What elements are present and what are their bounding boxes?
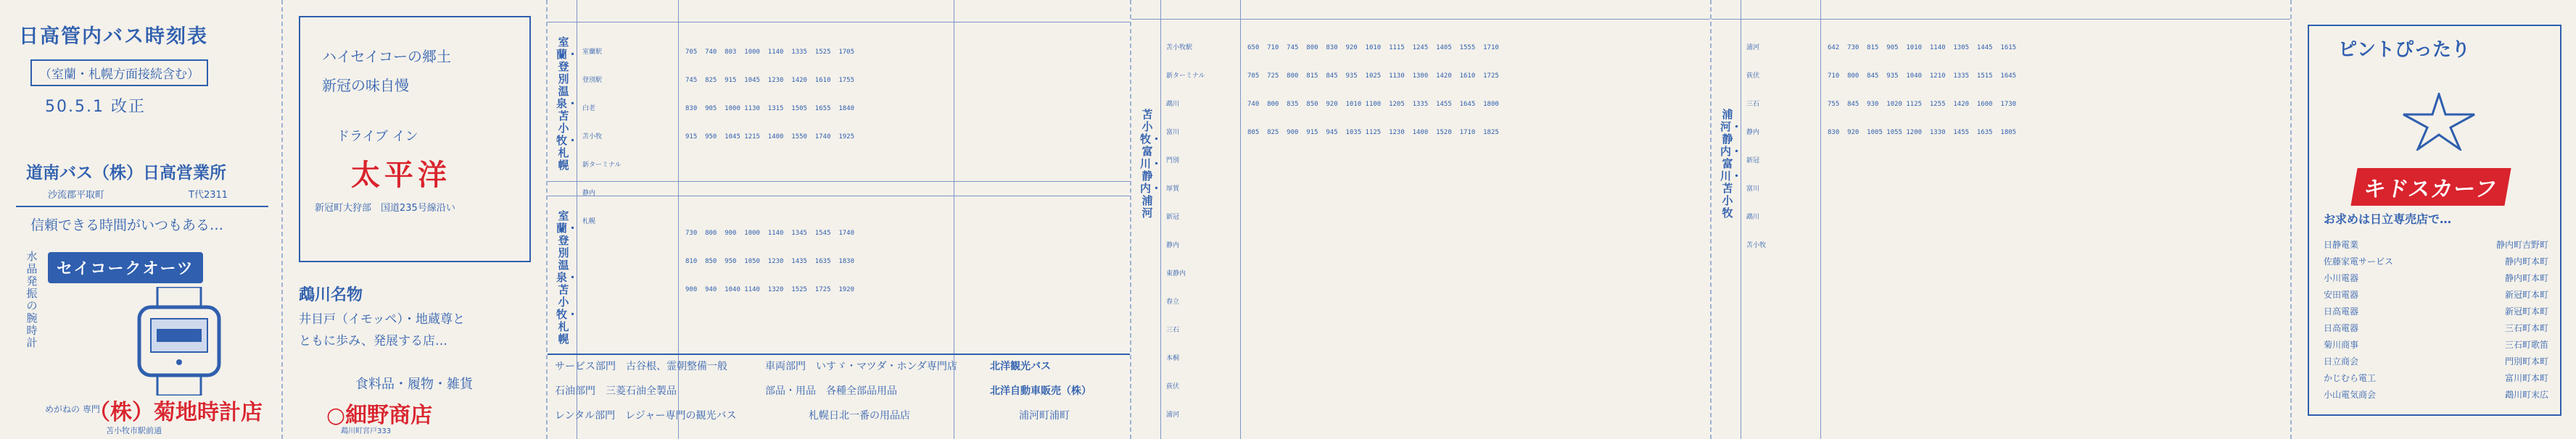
- local-specialty-title: 鵡川名物: [299, 286, 363, 304]
- specialty-text-1: 井目戸（イモッペ）・地蔵尊と: [299, 312, 465, 327]
- footer-item: 北洋観光バス: [990, 361, 1051, 372]
- station: 新ターミナル: [582, 162, 622, 169]
- station: 静内: [1746, 129, 1760, 136]
- watch-ad: [16, 206, 268, 435]
- footer-item: 部品・用品 各種全部品用品: [765, 385, 897, 397]
- ads-panel: [283, 0, 548, 439]
- list-item: 佐藤家電サービス 静内町本町: [2324, 256, 2548, 267]
- time-row: 730 800 900 1000 1140 1345 1545 1740: [685, 230, 854, 237]
- list-item: 菊川商事 三石町歌笛: [2324, 340, 2548, 350]
- store-tagline: めがねの 専門: [45, 404, 100, 414]
- station-list: [582, 29, 622, 246]
- station: 厚賀: [1166, 185, 1180, 193]
- company-name: 道南バス（株）日高営業所: [26, 164, 226, 183]
- footer-item: 浦河町浦町: [1019, 410, 1070, 422]
- timetable-tomakomai-bound: [1712, 0, 2292, 439]
- ad-slogan: 信頼できる時間がいつもある…: [30, 217, 224, 233]
- footer-item: 札幌日北一番の用品店: [809, 410, 910, 422]
- time-row: 805 825 900 915 945 1035 1125 1230 1400 1520 1710 1825: [1247, 129, 1499, 136]
- station: 春立: [1166, 298, 1180, 306]
- station: 荻伏: [1166, 383, 1180, 390]
- watch-icon: [125, 287, 234, 396]
- list-item: 小山電気商会 鵡川町末広: [2324, 390, 2548, 400]
- time-row: 755 845 930 1020 1125 1255 1420 1600 1730: [1828, 101, 2017, 108]
- shop-list: [2324, 236, 2548, 403]
- station: 鵡川: [1166, 101, 1180, 108]
- footer-item: レンタル部門 レジャー専門の観光バス: [555, 410, 737, 422]
- station: 静内: [582, 190, 596, 197]
- list-item: 日静電業 静内町吉野町: [2324, 240, 2548, 250]
- list-item: 日高電器 三石町本町: [2324, 323, 2548, 333]
- timetable-title: 日高管内バス時刻表: [19, 25, 208, 48]
- route-label-down: 室蘭・登別温泉・苫小牧・札幌: [556, 209, 579, 346]
- timetable-subtitle: （室蘭・札幌方面接続含む）: [30, 59, 208, 86]
- station: 三石: [1746, 101, 1760, 108]
- time-row: 650 710 745 800 830 920 1010 1115 1245 1405 1555 1710: [1247, 44, 1499, 51]
- list-item: 小川電器 静内町本町: [2324, 273, 2548, 283]
- station: 門別: [1166, 157, 1180, 164]
- station: 静内: [1166, 242, 1180, 249]
- station: 浦河: [1746, 44, 1760, 51]
- time-row: 740 800 835 850 920 1010 1100 1205 1335 1455 1645 1800: [1247, 101, 1499, 108]
- ad-vertical-text: 水晶発振の腕時計: [26, 250, 38, 349]
- revision-date: 50.5.1 改正: [45, 98, 146, 116]
- footer-item: 北洋自動車販売（株）: [990, 385, 1091, 397]
- drive-in-address: 新冠町大狩部 国道235号線沿い: [315, 203, 455, 214]
- footer-ads: [548, 354, 1130, 439]
- station: 新冠: [1746, 157, 1760, 164]
- hitachi-ad: [2308, 25, 2561, 416]
- times-block-2: [685, 210, 854, 314]
- specialty-text-2: ともに歩み、発展する店…: [299, 334, 448, 348]
- hitachi-note: お求めは日立専売店で…: [2324, 212, 2452, 226]
- station: 荻伏: [1746, 72, 1760, 80]
- ad-line-2: 新冠の味自慢: [322, 77, 409, 94]
- time-row: 830 905 1000 1130 1315 1505 1655 1840: [685, 105, 854, 112]
- drive-in-ad: [299, 16, 531, 262]
- time-row: 642 730 815 905 1010 1140 1305 1445 1615: [1828, 44, 2017, 51]
- station: 富川: [1166, 129, 1180, 136]
- route-label: 苫小牧・富川・静内・浦河: [1140, 108, 1163, 220]
- footer-item: 車両部門 いすゞ・マツダ・ホンダ専門店: [765, 361, 957, 372]
- kido-scarf-logo: キドスカーフ: [2350, 168, 2511, 206]
- watch-store-name: （株）菊地時計店: [88, 400, 263, 425]
- station-list: [1166, 25, 1205, 439]
- station: 登別駅: [582, 77, 603, 84]
- route-label-up: 室蘭・登別温泉・苫小牧・札幌: [556, 35, 579, 172]
- station: 苫小牧駅: [1166, 44, 1193, 51]
- ad-headline: ピントぴったり: [2338, 39, 2471, 61]
- time-row: 705 725 800 815 845 935 1025 1130 1300 1420 1610 1725: [1247, 72, 1499, 80]
- list-item: かじむら電工 富川町本町: [2324, 373, 2548, 383]
- star-burst-icon: [2399, 93, 2479, 151]
- station: 白老: [582, 105, 596, 112]
- station: 新冠: [1166, 214, 1180, 221]
- station: 札幌: [582, 218, 596, 225]
- station: 室蘭駅: [582, 49, 603, 56]
- station: 東静内: [1166, 270, 1186, 277]
- timetable-urakawa-bound: [1131, 0, 1712, 439]
- list-item: 日高電器 新冠町本町: [2324, 306, 2548, 317]
- station: 鵡川: [1746, 214, 1760, 221]
- times-block: [1247, 25, 1499, 156]
- list-item: 安田電器 新冠町本町: [2324, 290, 2548, 300]
- company-tel: T代2311: [189, 190, 228, 201]
- station: 苫小牧: [1746, 242, 1767, 249]
- station: 浦河: [1166, 411, 1180, 419]
- drive-in-label: ドライブ イン: [337, 129, 418, 144]
- footer-item: サービス部門 古谷根、霊朝整備一般: [555, 361, 727, 372]
- time-row: 810 850 950 1050 1230 1435 1635 1830: [685, 258, 854, 265]
- hosono-store-name: ○細野商店: [326, 403, 433, 428]
- station: 本桐: [1166, 355, 1180, 362]
- seiko-logo: セイコークオーツ: [48, 252, 203, 283]
- company-address: 沙流郡平取町: [48, 190, 105, 201]
- time-row: 710 800 845 935 1040 1210 1335 1515 1645: [1828, 72, 2017, 80]
- hitachi-ad-panel: [2292, 0, 2576, 439]
- time-row: 745 825 915 1045 1230 1420 1610 1755: [685, 77, 854, 84]
- station: 新ターミナル: [1166, 72, 1205, 80]
- watch-store-address: 苫小牧市駅前通: [106, 426, 162, 435]
- times-block: [1828, 25, 2016, 156]
- time-row: 915 950 1045 1215 1400 1550 1740 1925: [685, 133, 854, 141]
- route-label: 浦河・静内・富川・苫小牧: [1720, 108, 1743, 220]
- goods-label: 食料品・履物・雑貨: [355, 377, 473, 392]
- hosono-store-address: 鵡川町宮戸333: [341, 427, 392, 435]
- station: 三石: [1166, 327, 1180, 334]
- time-row: 830 920 1005 1055 1200 1330 1455 1635 1805: [1828, 129, 2017, 136]
- station: 富川: [1746, 185, 1760, 193]
- station-list: [1746, 25, 1766, 269]
- list-item: 日立商会 門別町本町: [2324, 356, 2548, 367]
- footer-item: 石油部門 三菱石油全製品: [555, 385, 677, 397]
- time-row: 705 740 803 1000 1140 1335 1525 1705: [685, 49, 854, 56]
- station: 苫小牧: [582, 133, 603, 141]
- cover-panel: [0, 0, 283, 439]
- ad-line-1: ハイセイコーの郷土: [322, 48, 451, 65]
- time-row: 900 940 1040 1140 1320 1525 1725 1920: [685, 286, 854, 293]
- times-block-1: [685, 29, 854, 161]
- timetable-sapporo: [548, 0, 1131, 439]
- drive-in-name: 太平洋: [351, 159, 451, 192]
